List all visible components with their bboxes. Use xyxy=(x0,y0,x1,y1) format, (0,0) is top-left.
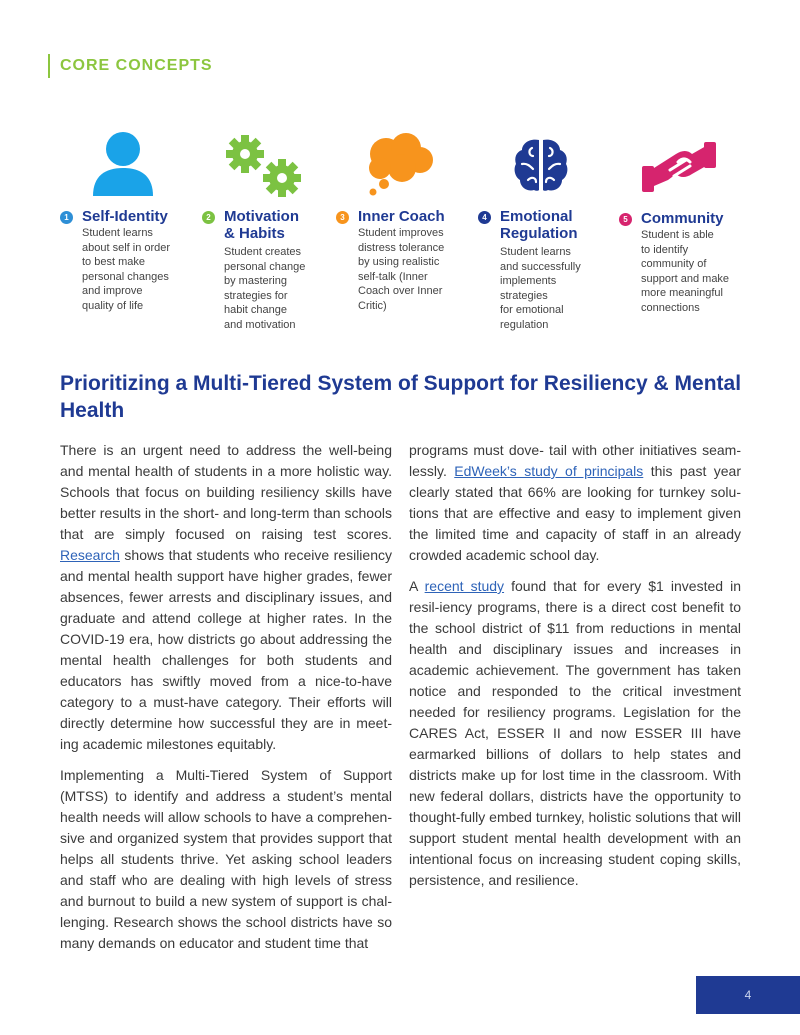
concept-description: Student learns and successfully implements strategies for emotional regulation xyxy=(500,246,581,331)
paragraph-text: this past year clearly stated that 66% are looking for turnkey solu-tions that are effective and easy to implement given the limited time and capacity of staff in an already crowded academic school day. xyxy=(409,463,741,563)
page-number: 4 xyxy=(744,988,752,1002)
concept-description: Student creates personal change by mastering strategies for habit change and motivation xyxy=(224,246,306,331)
paragraph xyxy=(409,576,741,891)
concept-title: Community xyxy=(641,210,724,227)
concept-motivation-habits xyxy=(202,208,327,332)
body-column-left xyxy=(60,440,392,964)
step-badge: 5 xyxy=(619,213,632,226)
brain-icon xyxy=(512,136,570,194)
handshake-icon xyxy=(640,136,718,198)
section-label: CORE CONCEPTS xyxy=(48,54,213,78)
concept-title: Motivation & Habits xyxy=(224,208,299,242)
article-headline: Prioritizing a Multi-Tiered System of Support for Resiliency & Mental Health xyxy=(60,372,742,422)
concept-title: Emotional Regulation xyxy=(500,208,578,242)
concept-title: Inner Coach xyxy=(358,208,445,225)
research-link[interactable]: Research xyxy=(60,547,120,563)
concept-description: Student is able to identify community of support and make more meaningful connections xyxy=(641,229,730,314)
step-badge: 2 xyxy=(202,211,215,224)
paragraph-text: found that for every $1 invested in resil-iency programs, there is a direct cost benefit to the school district of $11 from reductions in mental health and disciplinary issues and increases in academic achievement. The government has taken notice and responded to the critical investment needed for resiliency programs. Legislation for the CARES Act, ESSER II and now ESSER III have earmarked billions of dollars to help states and districts make up for lost time in the classroom. With new federal dollars, districts have the opportunity to thought-fully embed turnkey, holistic solutions that will support student mental health development with an intentional focus on increasing student coping skills, persistence, and resilience. xyxy=(409,578,742,888)
paragraph-text: shows that students who receive resiliency and mental health support have higher grades, fewer absences, fewer arrests and disciplinary issues, and graduate and attend college at higher rates. In the COVID-19 era, how districts go about addressing the mental health challenges for both students and educators has swiftly moved from a nice-to-have category to a must-have category. Their efforts will directly determine how successful they are in meet-ing academic milestones equitably. xyxy=(60,547,392,752)
paragraph xyxy=(409,440,741,566)
concept-title: Self-Identity xyxy=(82,208,168,225)
page-number-box xyxy=(696,976,800,1014)
body-column-right xyxy=(409,440,741,901)
concept-inner-coach xyxy=(336,208,466,313)
concept-description: Student learns about self in order to best make personal changes and improve quality of life xyxy=(82,227,171,312)
thought-bubble-icon xyxy=(364,132,436,198)
concept-self-identity xyxy=(60,208,190,313)
gears-icon xyxy=(224,132,304,200)
step-badge: 3 xyxy=(336,211,349,224)
paragraph: Implementing a Multi-Tiered System of Support (MTSS) to identify and address a student’s mental health needs will allow schools to have a comprehen-sive and organized system that provides support that helps all students thrive. Yet asking school leaders and staff who are dealing with high levels of stress and burnout to build a new system of support is chal-lenging. Research shows the school districts have so many demands on educator and student time that xyxy=(60,767,392,951)
person-icon xyxy=(90,130,156,198)
concept-emotional-regulation xyxy=(478,208,603,332)
step-badge: 4 xyxy=(478,211,491,224)
concept-community xyxy=(619,210,749,315)
step-badge: 1 xyxy=(60,211,73,224)
paragraph-text: programs must dove- tail with other initiatives seam-lessly. xyxy=(409,442,741,479)
paragraph-text: There is an urgent need to address the well-being and mental health of students in a more holistic way. Schools that focus on building resiliency skills have better results in the short- and long-term than schools that are simply focused on raising test scores. xyxy=(60,442,392,542)
paragraph xyxy=(60,440,392,755)
recent-study-link[interactable]: recent study xyxy=(424,578,505,594)
paragraph-text: A xyxy=(409,578,425,594)
edweek-study-link[interactable]: EdWeek’s study of principals xyxy=(454,463,644,479)
concept-description: Student improves distress tolerance by using realistic self-talk (Inner Coach over Inner Critic) xyxy=(358,227,445,312)
